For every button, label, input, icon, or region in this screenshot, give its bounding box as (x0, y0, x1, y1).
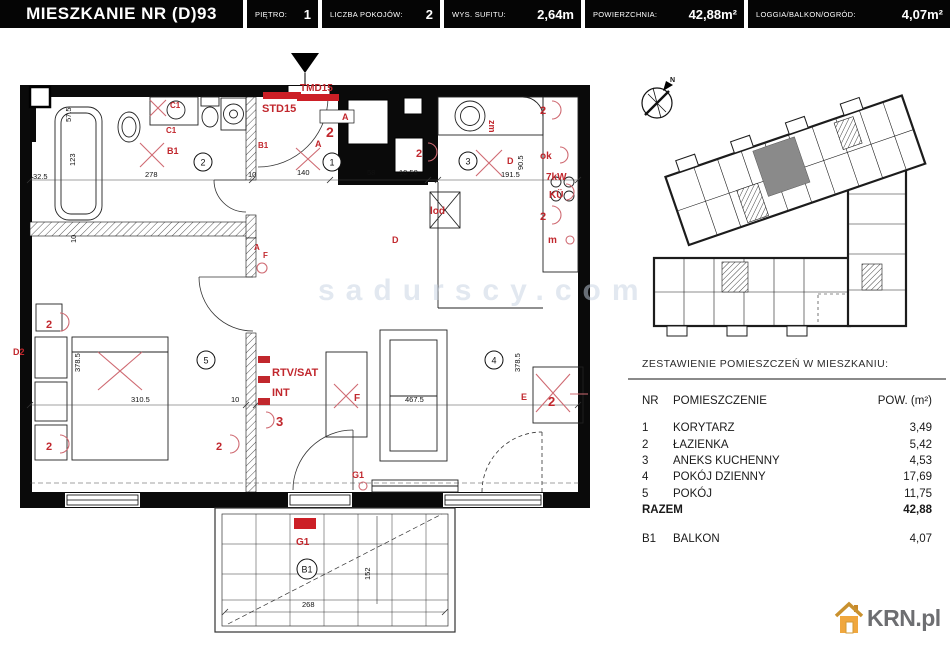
label-a: A (315, 139, 322, 149)
header-field-area (585, 0, 744, 28)
label-int: INT (272, 387, 290, 399)
label-3: 3 (276, 414, 284, 429)
svg-text:58: 58 (367, 168, 376, 177)
label-2: 2 (540, 105, 547, 117)
svg-text:10: 10 (69, 234, 78, 243)
label-c1: C1 (166, 126, 177, 135)
wall-openings (30, 85, 543, 507)
compass-north-label: N (670, 77, 676, 84)
svg-text:191.5: 191.5 (501, 170, 520, 179)
balcony (215, 508, 455, 632)
house-icon (834, 601, 864, 635)
label-f: F (354, 393, 361, 404)
field-label: LICZBA POKOJÓW: (330, 9, 403, 19)
label-c1: C1 (170, 101, 181, 110)
entrance-arrow-icon (291, 53, 319, 85)
logo-text: KRN.pl (867, 604, 941, 631)
krn-logo[interactable] (834, 601, 941, 635)
svg-text:278: 278 (145, 170, 158, 179)
table-row: 2 ŁAZIENKA 5,42 (642, 438, 932, 451)
floorplan-drawing (0, 40, 620, 649)
room-number-1: 1 (329, 157, 335, 168)
label-2: 2 (216, 441, 223, 453)
header-field-rooms (322, 0, 440, 28)
label-e: E (521, 392, 528, 402)
balcony-row: B1 BALKON 4,07 (642, 532, 932, 545)
header-field-balcony (748, 0, 950, 28)
field-value: 1 (303, 6, 311, 22)
watermark: sadurscy.com (318, 274, 650, 307)
svg-text:467.5: 467.5 (405, 395, 424, 404)
header-field-floor (247, 0, 318, 28)
label-m: m (548, 235, 557, 246)
summary-header-row (642, 395, 932, 407)
label-2: 2 (548, 394, 556, 409)
compass-icon (642, 77, 675, 118)
label-2: 2 (46, 319, 53, 331)
field-label: PIĘTRO: (255, 9, 288, 19)
field-value: 2,64m (537, 6, 574, 22)
summary-rows (642, 420, 932, 518)
svg-text:10 58: 10 58 (399, 168, 418, 177)
label-rtv-sat: RTV/SAT (272, 367, 319, 379)
summary-divider (628, 378, 946, 380)
svg-text:32.5: 32.5 (33, 172, 48, 181)
label-d: D (392, 235, 399, 245)
col-area: POW. (m²) (877, 395, 932, 407)
room-number-4: 4 (491, 355, 497, 366)
label-g1: G1 (352, 470, 365, 480)
room-number-3: 3 (465, 156, 471, 167)
field-value: 42,88m² (688, 6, 737, 22)
label-f: F (263, 251, 268, 260)
building-outline (654, 84, 925, 336)
field-value: 2 (425, 6, 433, 22)
col-name: POMIESZCZENIE (673, 395, 767, 407)
room-number-2: 2 (200, 157, 206, 168)
building-site-plan (622, 58, 948, 344)
kitchen-fixtures (430, 97, 578, 308)
label-ku: KÜ (549, 190, 564, 201)
room-furniture (35, 304, 583, 492)
label-a: A (342, 112, 349, 122)
label-std15: STD15 (262, 103, 297, 115)
svg-text:268: 268 (302, 600, 315, 609)
svg-text:123: 123 (68, 153, 77, 166)
label-lod: lod (430, 206, 445, 217)
field-label: LOGGIA/BALKON/OGRÓD: (756, 9, 856, 19)
svg-text:140: 140 (297, 168, 310, 177)
label-2: 2 (326, 124, 334, 140)
label-2: 2 (46, 441, 53, 453)
svg-text:10: 10 (231, 395, 240, 404)
apartment-header-bar (0, 0, 950, 28)
balcony-number: B1 (301, 564, 313, 575)
room-number-5: 5 (203, 355, 209, 366)
svg-text:378.5: 378.5 (513, 353, 522, 372)
svg-text:10: 10 (248, 170, 257, 179)
table-row: 5 POKÓJ 11,75 (642, 487, 932, 500)
label-2: 2 (540, 211, 547, 223)
label-ok: ok (540, 151, 552, 162)
summary-title: ZESTAWIENIE POMIESZCZEŃ W MIESZKANIU: (642, 358, 889, 370)
interior-walls-hatched (30, 97, 256, 492)
label-2: 2 (416, 148, 423, 160)
label-b1: B1 (167, 146, 179, 156)
label-g1: G1 (296, 537, 310, 548)
svg-text:310.5: 310.5 (131, 395, 150, 404)
label-d2: D2 (13, 347, 25, 357)
field-label: POWIERZCHNIA: (593, 9, 658, 19)
field-label: WYS. SUFITU: (452, 9, 507, 19)
table-row: 1 KORYTARZ 3,49 (642, 422, 932, 435)
room-summary-panel (628, 352, 946, 547)
label-b1: B1 (258, 141, 269, 150)
apartment-title: MIESZKANIE NR (D)93 (0, 0, 243, 28)
label-a: A (254, 243, 260, 252)
svg-text:152: 152 (363, 567, 372, 580)
label-zm: zm (487, 120, 497, 133)
summary-total-row: RAZEM 42,88 (642, 504, 932, 517)
header-field-ceiling (444, 0, 581, 28)
room-number-badges (194, 152, 503, 579)
svg-text:57.5: 57.5 (64, 107, 73, 122)
table-row: 4 POKÓJ DZIENNY 17,69 (642, 471, 932, 484)
label-d: D (507, 156, 514, 166)
svg-text:90.5: 90.5 (516, 155, 525, 170)
label-tmd15: TMD15 (300, 83, 333, 94)
svg-text:378.5: 378.5 (73, 353, 82, 372)
field-value: 4,07m² (901, 6, 943, 22)
label-7kw: 7kW (546, 172, 567, 183)
table-row: 3 ANEKS KUCHENNY 4,53 (642, 454, 932, 467)
col-nr: NR (642, 395, 659, 407)
dimension-texts (33, 107, 528, 609)
